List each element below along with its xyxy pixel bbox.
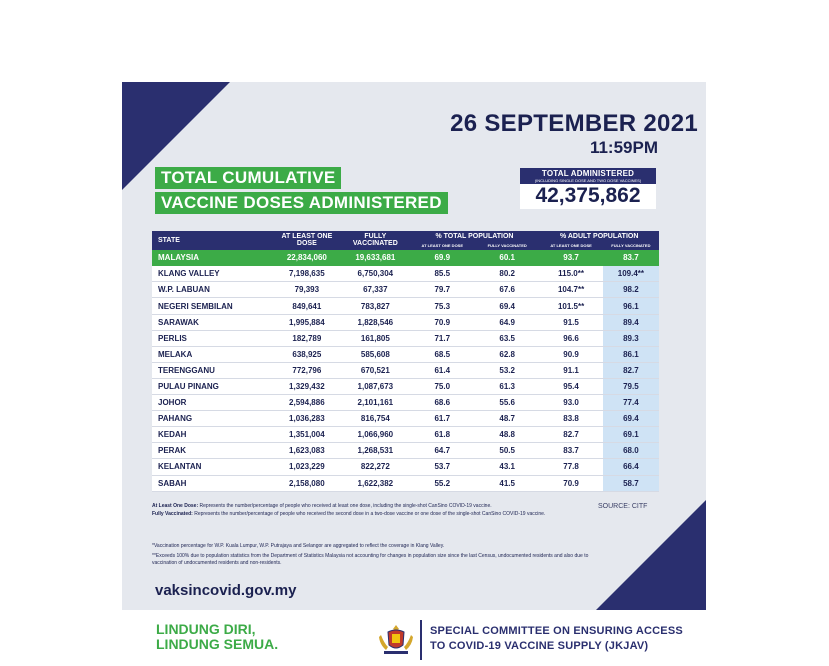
footnote-2: **Exceeds 100% due to population statistics from the Department of Statistics Malaysia not accounting for changes in population size since the last Census, undocumented residents and also due to vaccination of undocumented residents and non-residents. (152, 553, 589, 566)
cell-one-dose: 79,393 (273, 282, 341, 298)
table-row (152, 427, 659, 443)
cell-state: KELANTAN (152, 459, 273, 475)
cell-fully-vaccinated: 783,827 (341, 298, 409, 314)
cell-fully-vaccinated: 1,087,673 (341, 378, 409, 394)
slogan-line-1: LINDUNG DIRI, (156, 621, 256, 637)
cell-adult-one-dose: 82.7 (539, 427, 602, 443)
table-row (152, 346, 659, 362)
cell-one-dose: 1,023,229 (273, 459, 341, 475)
table-row (152, 362, 659, 378)
table-row (152, 298, 659, 314)
cell-total-one-dose: 68.6 (410, 395, 475, 411)
cell-one-dose: 22,834,060 (273, 250, 341, 266)
cell-fully-vaccinated: 19,633,681 (341, 250, 409, 266)
cell-one-dose: 182,789 (273, 330, 341, 346)
cell-adult-fully: 109.4** (603, 266, 659, 282)
total-administered-box (520, 168, 656, 209)
table-row (152, 378, 659, 394)
corner-triangle-bottom-right (596, 500, 706, 610)
cell-state: MELAKA (152, 346, 273, 362)
cell-adult-one-dose: 96.6 (539, 330, 602, 346)
table-row (152, 314, 659, 330)
cell-adult-one-dose: 115.0** (539, 266, 602, 282)
vaccination-table (152, 231, 659, 492)
cell-adult-one-dose: 91.5 (539, 314, 602, 330)
cell-total-one-dose: 61.7 (410, 411, 475, 427)
website-link[interactable]: vaksincovid.gov.my (155, 582, 297, 599)
cell-adult-one-dose: 83.7 (539, 443, 602, 459)
cell-one-dose: 638,925 (273, 346, 341, 362)
cell-state: NEGERI SEMBILAN (152, 298, 273, 314)
header-fully-vaccinated: FULLY VACCINATED (341, 231, 409, 250)
header-pct-adult: % ADULT POPULATION (539, 231, 659, 243)
cell-adult-fully: 86.1 (603, 346, 659, 362)
cell-total-fully: 48.7 (475, 411, 539, 427)
cell-total-one-dose: 68.5 (410, 346, 475, 362)
cell-fully-vaccinated: 6,750,304 (341, 266, 409, 282)
definition-one-dose-text: Represents the number/percentage of people who received at least one dose, including the single-shot CanSino COVID-19 vaccine. (199, 503, 492, 509)
definition-one-dose (152, 503, 592, 510)
cell-fully-vaccinated: 161,805 (341, 330, 409, 346)
total-administered-label: TOTAL ADMINISTERED (520, 168, 656, 178)
cell-adult-one-dose: 101.5** (539, 298, 602, 314)
definition-fully-term: Fully Vaccinated: (152, 510, 193, 517)
cell-fully-vaccinated: 1,828,546 (341, 314, 409, 330)
cell-adult-fully: 69.1 (603, 427, 659, 443)
table-row (152, 282, 659, 298)
cell-one-dose: 849,641 (273, 298, 341, 314)
cell-total-fully: 80.2 (475, 266, 539, 282)
cell-state: PULAU PINANG (152, 378, 273, 394)
report-time: 11:59PM (589, 138, 658, 157)
cell-total-one-dose: 69.9 (410, 250, 475, 266)
cell-total-fully: 67.6 (475, 282, 539, 298)
cell-fully-vaccinated: 816,754 (341, 411, 409, 427)
cell-fully-vaccinated: 822,272 (341, 459, 409, 475)
cell-fully-vaccinated: 585,608 (341, 346, 409, 362)
cell-state: W.P. LABUAN (152, 282, 273, 298)
cell-state: SABAH (152, 475, 273, 491)
footnotes (152, 543, 592, 570)
cell-total-fully: 63.5 (475, 330, 539, 346)
cell-total-one-dose: 75.3 (410, 298, 475, 314)
table-row-national (152, 250, 659, 266)
cell-one-dose: 1,036,283 (273, 411, 341, 427)
table-row (152, 443, 659, 459)
header-one-dose: AT LEAST ONE DOSE (273, 231, 341, 250)
cell-state: KLANG VALLEY (152, 266, 273, 282)
cell-total-one-dose: 55.2 (410, 475, 475, 491)
vaccination-table-body (152, 250, 659, 491)
source-label: SOURCE: CITF (598, 503, 648, 510)
cell-adult-fully: 89.4 (603, 314, 659, 330)
cell-total-fully: 41.5 (475, 475, 539, 491)
cell-one-dose: 1,623,083 (273, 443, 341, 459)
table-row (152, 266, 659, 282)
cell-total-one-dose: 71.7 (410, 330, 475, 346)
cell-state: PERAK (152, 443, 273, 459)
cell-total-fully: 64.9 (475, 314, 539, 330)
cell-total-fully: 48.8 (475, 427, 539, 443)
cell-state: PERLIS (152, 330, 273, 346)
committee-line-2: TO COVID-19 VACCINE SUPPLY (JKJAV) (430, 640, 649, 653)
cell-state: JOHOR (152, 395, 273, 411)
cell-total-fully: 55.6 (475, 395, 539, 411)
cell-total-one-dose: 61.4 (410, 362, 475, 378)
cell-adult-one-dose: 104.7** (539, 282, 602, 298)
headline-line-2: VACCINE DOSES ADMINISTERED (155, 192, 448, 214)
cell-adult-fully: 89.3 (603, 330, 659, 346)
cell-total-fully: 61.3 (475, 378, 539, 394)
cell-adult-fully: 83.7 (603, 250, 659, 266)
cell-total-one-dose: 79.7 (410, 282, 475, 298)
cell-one-dose: 1,351,004 (273, 427, 341, 443)
slogan (156, 622, 278, 653)
cell-state: KEDAH (152, 427, 273, 443)
cell-total-fully: 60.1 (475, 250, 539, 266)
cell-adult-one-dose: 90.9 (539, 346, 602, 362)
footer-divider (420, 620, 422, 660)
cell-state: SARAWAK (152, 314, 273, 330)
cell-total-fully: 43.1 (475, 459, 539, 475)
coat-of-arms-icon (376, 623, 416, 657)
cell-state: MALAYSIA (152, 250, 273, 266)
cell-total-fully: 69.4 (475, 298, 539, 314)
cell-state: PAHANG (152, 411, 273, 427)
cell-one-dose: 2,594,886 (273, 395, 341, 411)
cell-state: TERENGGANU (152, 362, 273, 378)
cell-adult-fully: 69.4 (603, 411, 659, 427)
table-row (152, 459, 659, 475)
cell-fully-vaccinated: 1,066,960 (341, 427, 409, 443)
cell-adult-one-dose: 95.4 (539, 378, 602, 394)
total-administered-value: 42,375,862 (520, 184, 656, 209)
cell-fully-vaccinated: 670,521 (341, 362, 409, 378)
cell-total-one-dose: 64.7 (410, 443, 475, 459)
subheader-total-fully: FULLY VACCINATED (475, 243, 539, 250)
report-date: 26 SEPTEMBER 2021 (450, 110, 698, 137)
subheader-adult-one-dose: AT LEAST ONE DOSE (539, 243, 602, 250)
cell-adult-one-dose: 77.8 (539, 459, 602, 475)
cell-total-one-dose: 70.9 (410, 314, 475, 330)
table-row (152, 475, 659, 491)
cell-fully-vaccinated: 1,622,382 (341, 475, 409, 491)
cell-total-one-dose: 61.8 (410, 427, 475, 443)
definition-fully (152, 511, 592, 518)
cell-fully-vaccinated: 67,337 (341, 282, 409, 298)
cell-adult-fully: 58.7 (603, 475, 659, 491)
cell-total-fully: 53.2 (475, 362, 539, 378)
cell-total-one-dose: 53.7 (410, 459, 475, 475)
cell-one-dose: 2,158,080 (273, 475, 341, 491)
cell-adult-one-dose: 83.8 (539, 411, 602, 427)
cell-total-fully: 62.8 (475, 346, 539, 362)
cell-adult-fully: 82.7 (603, 362, 659, 378)
cell-total-one-dose: 85.5 (410, 266, 475, 282)
subheader-adult-fully: FULLY VACCINATED (603, 243, 659, 250)
cell-one-dose: 1,329,432 (273, 378, 341, 394)
definition-fully-text: Represents the number/percentage of people who received the second dose in a two-dose vaccine or one dose of the single-shot CanSino COVID-19 vaccine. (194, 510, 546, 517)
cell-adult-fully: 66.4 (603, 459, 659, 475)
cell-total-fully: 50.5 (475, 443, 539, 459)
definitions (152, 503, 592, 519)
headline-line-1: TOTAL CUMULATIVE (155, 167, 341, 189)
cell-adult-fully: 96.1 (603, 298, 659, 314)
cell-adult-fully: 77.4 (603, 395, 659, 411)
cell-adult-one-dose: 70.9 (539, 475, 602, 491)
cell-adult-one-dose: 93.0 (539, 395, 602, 411)
header-pct-total: % TOTAL POPULATION (410, 231, 540, 243)
cell-one-dose: 7,198,635 (273, 266, 341, 282)
cell-fully-vaccinated: 1,268,531 (341, 443, 409, 459)
committee-line-1: SPECIAL COMMITTEE ON ENSURING ACCESS (430, 625, 683, 637)
cell-adult-fully: 79.5 (603, 378, 659, 394)
table-row (152, 411, 659, 427)
slogan-line-2: LINDUNG SEMUA. (156, 636, 279, 653)
cell-fully-vaccinated: 2,101,161 (341, 395, 409, 411)
cell-adult-fully: 68.0 (603, 443, 659, 459)
cell-adult-one-dose: 91.1 (539, 362, 602, 378)
definition-one-dose-term: At Least One Dose: (152, 503, 199, 509)
cell-one-dose: 1,995,884 (273, 314, 341, 330)
table-row (152, 395, 659, 411)
footnote-1: *Vaccination percentage for W.P. Kuala Lumpur, W.P. Putrajaya and Selangor are aggregated to reflect the coverage in Klang Valley. (152, 543, 445, 549)
infographic-poster (122, 82, 706, 610)
cell-total-one-dose: 75.0 (410, 378, 475, 394)
cell-adult-fully: 98.2 (603, 282, 659, 298)
header-state: STATE (152, 231, 273, 250)
subheader-total-one-dose: AT LEAST ONE DOSE (410, 243, 475, 250)
total-administered-sublabel: (INCLUDING SINGLE DOSE AND TWO DOSE VACCINES) (520, 178, 656, 184)
committee-name (430, 624, 683, 655)
table-row (152, 330, 659, 346)
cell-adult-one-dose: 93.7 (539, 250, 602, 266)
cell-one-dose: 772,796 (273, 362, 341, 378)
